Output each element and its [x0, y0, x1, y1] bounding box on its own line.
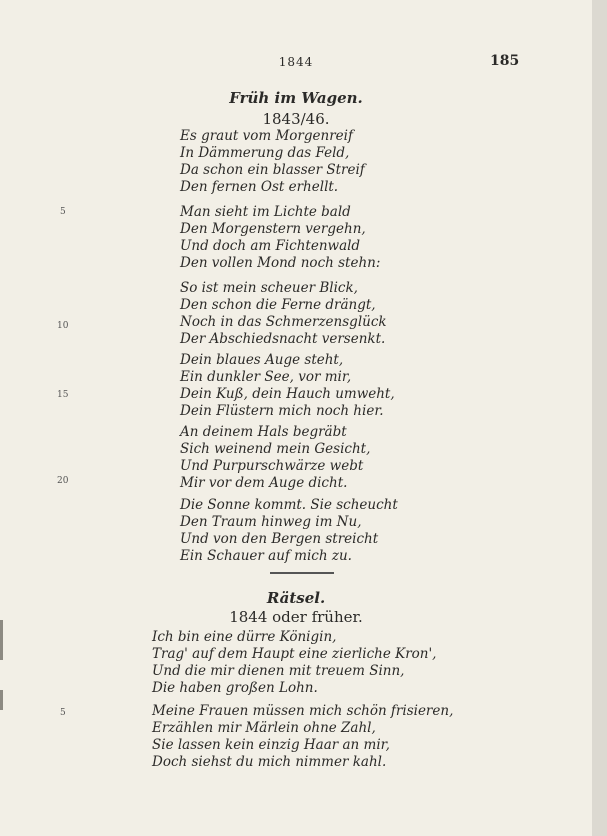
verse-line: Und Purpurschwärze webt: [180, 458, 364, 474]
verse-line: Trag' auf dem Haupt eine zierliche Kron',: [152, 646, 437, 662]
poem-date: 1843/46.: [262, 110, 330, 128]
stanza: [152, 629, 436, 697]
verse-line: Erzählen mir Märlein ohne Zahl,: [152, 720, 376, 736]
verse-line: Den schon die Ferne drängt,: [180, 297, 376, 313]
poem-title: Früh im Wagen.: [229, 89, 363, 107]
verse-line: Mir vor dem Auge dicht.: [180, 475, 348, 491]
binding-mark: [0, 620, 3, 660]
verse-line: An deinem Hals begräbt: [180, 424, 347, 440]
verse-line: Ich bin eine dürre Königin,: [152, 629, 337, 645]
stanza: [180, 352, 395, 420]
verse-line: Den vollen Mond noch stehn:: [180, 255, 381, 271]
verse-line: Dein Flüstern mich noch hier.: [180, 403, 384, 419]
stanza: [180, 128, 365, 196]
line-number: 15: [57, 390, 69, 400]
verse-line: In Dämmerung das Feld,: [180, 145, 350, 161]
poem-date: 1844 oder früher.: [229, 608, 363, 626]
verse-line: Dein blaues Auge steht,: [180, 352, 344, 368]
line-number: 20: [57, 476, 69, 486]
stanza: [152, 703, 453, 771]
verse-line: Noch in das Schmerzensglück: [180, 314, 387, 330]
verse-line: Und von den Bergen streicht: [180, 531, 379, 547]
verse-line: Und doch am Fichtenwald: [180, 238, 361, 254]
stanza: [180, 424, 370, 492]
verse-line: Die Sonne kommt. Sie scheucht: [180, 497, 398, 513]
stanza: [180, 204, 380, 272]
verse-line: Meine Frauen müssen mich schön frisieren,: [152, 703, 454, 719]
verse-line: Sich weinend mein Gesicht,: [180, 441, 371, 457]
verse-line: Der Abschiedsnacht versenkt.: [180, 331, 386, 347]
verse-line: Die haben großen Lohn.: [152, 680, 318, 696]
verse-line: Es graut vom Morgenreif: [180, 128, 353, 144]
verse-line: Da schon ein blasser Streif: [180, 162, 365, 178]
verse-line: Ein Schauer auf mich zu.: [180, 548, 352, 564]
verse-line: Dein Kuß, dein Hauch umweht,: [180, 386, 395, 402]
poem-title: Rätsel.: [266, 589, 326, 607]
line-number: 10: [57, 321, 69, 331]
section-divider: [270, 572, 334, 574]
line-number: 5: [60, 708, 66, 718]
verse-line: Sie lassen kein einzig Haar an mir,: [152, 737, 390, 753]
verse-line: So ist mein scheuer Blick,: [180, 280, 358, 296]
stanza: [180, 280, 387, 348]
page-edge: [592, 0, 607, 836]
stanza: [180, 497, 398, 565]
verse-line: Den Traum hinweg im Nu,: [180, 514, 362, 530]
verse-line: Ein dunkler See, vor mir,: [180, 369, 352, 385]
line-number: 5: [60, 207, 66, 217]
page-number: 185: [490, 53, 520, 69]
verse-line: Man sieht im Lichte bald: [180, 204, 351, 220]
verse-line: Den fernen Ost erhellt.: [180, 179, 339, 195]
verse-line: Den Morgenstern vergehn,: [180, 221, 366, 237]
running-header-year: 1844: [278, 55, 314, 69]
verse-line: Und die mir dienen mit treuem Sinn,: [152, 663, 405, 679]
binding-mark: [0, 690, 3, 710]
verse-line: Doch siehst du mich nimmer kahl.: [152, 754, 387, 770]
